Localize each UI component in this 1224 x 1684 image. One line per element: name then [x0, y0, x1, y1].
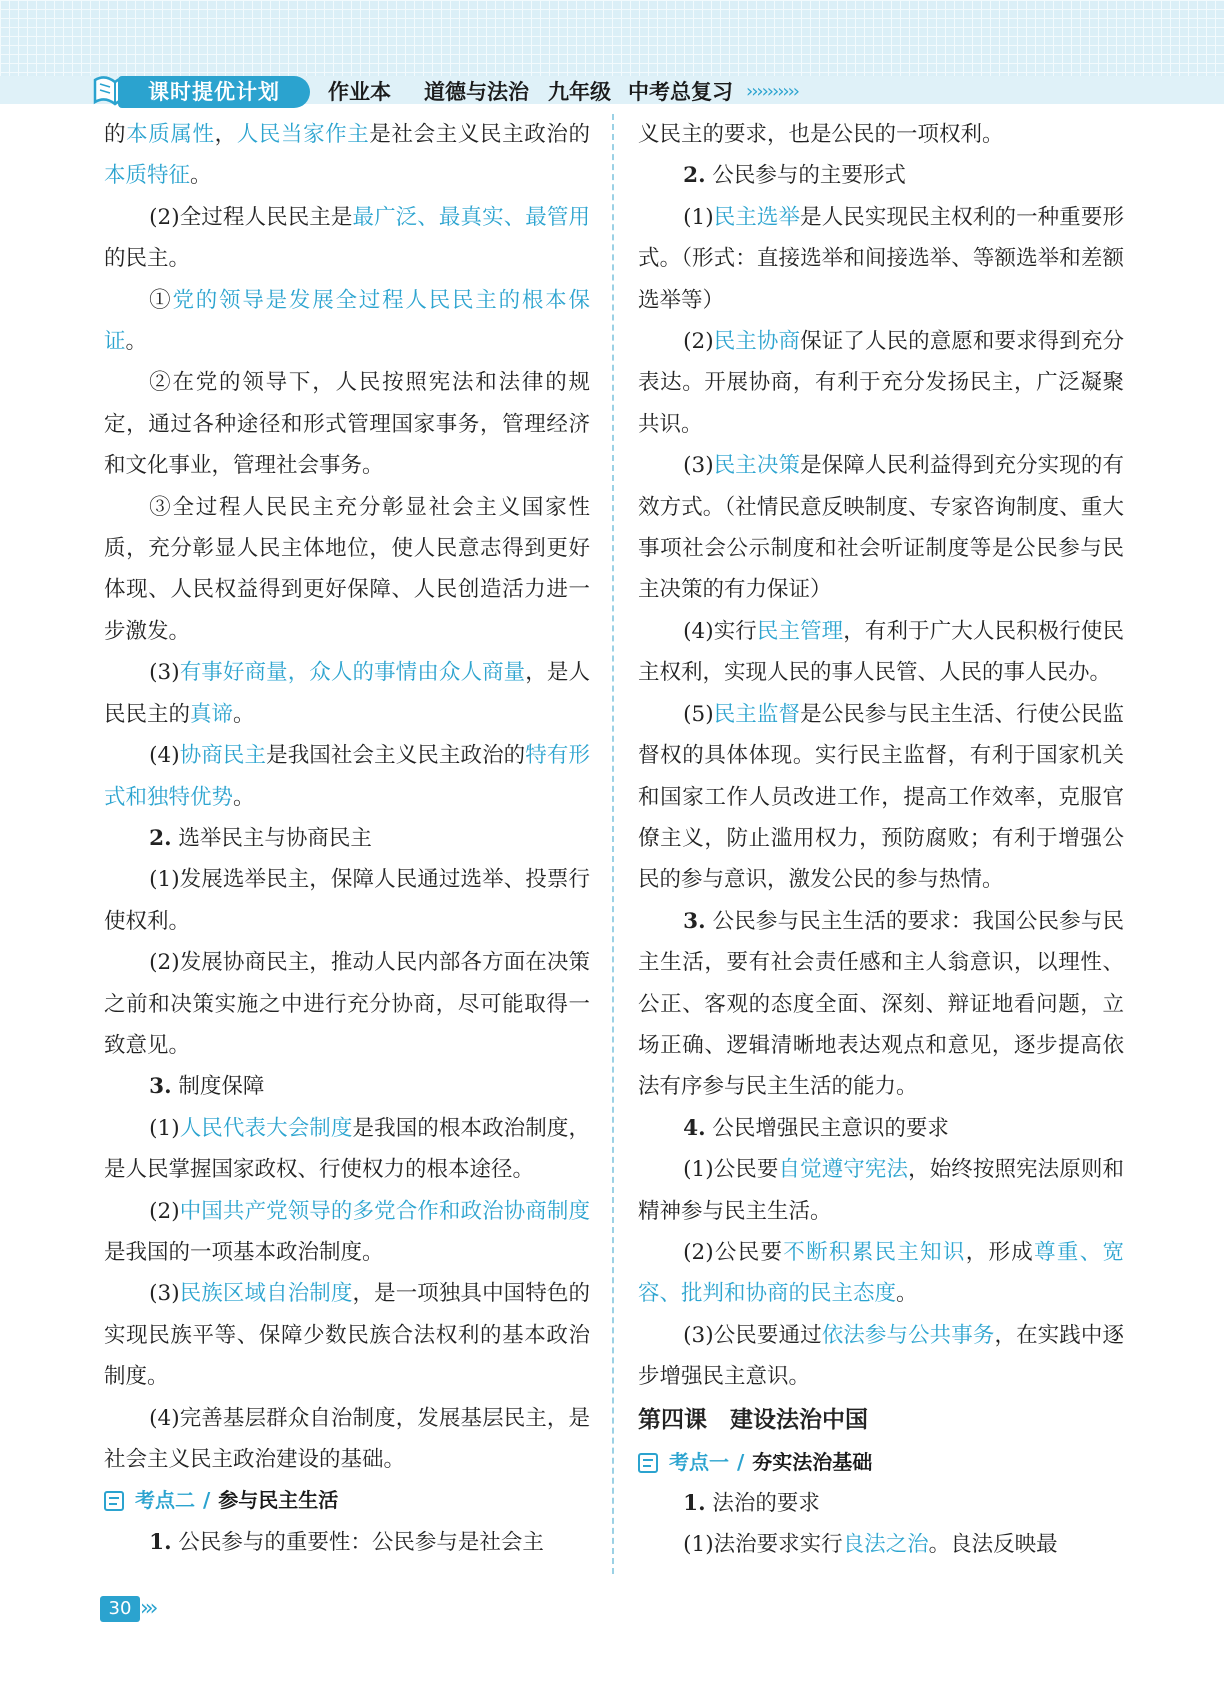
series-badge: 课时提优计划 [118, 76, 310, 108]
subheading: 4. 公民增强民主意识的要求 [683, 1115, 949, 1141]
paragraph: ③全过程人民民主充分彰显社会主义国家性质，充分彰显人民主体地位，使人民意志得到更好体现、人民权益得到更好保障、人民创造活力进一步激发。 [104, 494, 590, 644]
paragraph: (2)全过程人民民主是最广泛、最真实、最管用的民主。 [104, 204, 590, 272]
list-icon [638, 1453, 660, 1473]
left-column [104, 114, 590, 1563]
paragraph: (2)发展协商民主，推动人民内部各方面在决策之前和决策实施之中进行充分协商，尽可能取得一致意见。 [104, 950, 590, 1058]
paragraph: (4)完善基层群众自治制度，发展基层民主，是社会主义民主政治建设的基础。 [104, 1405, 590, 1472]
paragraph: ①党的领导是发展全过程人民民主的根本保证。 [104, 287, 590, 355]
paragraph: 的本质属性，人民当家作主是社会主义民主政治的本质特征。 [104, 122, 590, 189]
page-number-arrows: ››› [140, 1596, 155, 1621]
right-column [638, 114, 1124, 1566]
header-subject: 道德与法治 [424, 80, 529, 104]
paragraph: (4)实行民主管理，有利于广大人民积极行使民主权利，实现人民的事人民管、人民的事人民办。 [638, 618, 1124, 686]
subheading: 2. 选举民主与协商民主 [149, 825, 372, 851]
section-heading: 考点二 / 参与民主生活 [104, 1480, 590, 1521]
paragraph: (1)公民要自觉遵守宪法，始终按照宪法原则和精神参与民主生活。 [638, 1157, 1124, 1224]
subheading: 1. 公民参与的重要性：公民参与是社会主 [149, 1529, 544, 1555]
header-book: 作业本 [328, 80, 391, 104]
list-icon [104, 1491, 126, 1511]
paragraph: 义民主的要求，也是公民的一项权利。 [638, 122, 1004, 147]
subheading: 3. 制度保障 [149, 1074, 265, 1100]
paragraph: (2)中国共产党领导的多党合作和政治协商制度是我国的一项基本政治制度。 [104, 1198, 590, 1265]
section-heading: 考点一 / 夯实法治基础 [638, 1442, 1124, 1483]
page-number: 30 [100, 1596, 140, 1622]
subheading: 3. 公民参与民主生活的要求：我国公民参与民主生活，要有社会责任感和主人翁意识，以理性、公正、客观的态度全面、深刻、辩证地看问题，立场正确、逻辑清晰地表达观点和意见，逐步提高依法有序参与民主生活的能力。 [638, 908, 1124, 1100]
paragraph: (1)人民代表大会制度是我国的根本政治制度，是人民掌握国家政权、行使权力的根本途径。 [104, 1115, 590, 1183]
column-divider [612, 114, 614, 1574]
header-series: 中考总复习 [628, 80, 733, 104]
paragraph: (3)有事好商量，众人的事情由众人商量，是人民民主的真谛。 [104, 660, 590, 727]
paragraph: (5)民主监督是公民参与民主生活、行使公民监督权的具体体现。实行民主监督，有利于国家机关和国家工作人员改进工作，提高工作效率，克服官僚主义，防止滥用权力，预防腐败；有利于增强公民的参与意识，激发公民的参与热情。 [638, 701, 1124, 893]
paragraph: (4)协商民主是我国社会主义民主政治的特有形式和独特优势。 [104, 743, 590, 810]
paragraph: (2)民主协商保证了人民的意愿和要求得到充分表达。开展协商，有利于充分发扬民主，广泛凝聚共识。 [638, 329, 1124, 437]
paragraph: (2)公民要不断积累民主知识，形成尊重、宽容、批判和协商的民主态度。 [638, 1239, 1124, 1307]
subheading: 1. 法治的要求 [683, 1491, 820, 1516]
paragraph: ②在党的领导下，人民按照宪法和法律的规定，通过各种途径和形式管理国家事务，管理经济和文化事业，管理社会事务。 [104, 370, 590, 479]
paragraph: (1)发展选举民主，保障人民通过选举、投票行使权利。 [104, 867, 590, 934]
subheading: 2. 公民参与的主要形式 [683, 163, 906, 189]
paragraph: (1)民主选举是人民实现民主权利的一种重要形式。（形式：直接选举和间接选举、等额选举和差额选举等） [638, 204, 1124, 313]
paragraph: (1)法治要求实行良法之治。良法反映最 [683, 1532, 1058, 1558]
paragraph: (3)公民要通过依法参与公共事务，在实践中逐步增强民主意识。 [638, 1322, 1124, 1390]
paragraph: (3)民族区域自治制度，是一项独具中国特色的实现民族平等、保障少数民族合法权利的基本政治制度。 [104, 1281, 590, 1390]
header-arrows: ›››››››››› [746, 81, 798, 102]
header-grade: 九年级 [548, 80, 611, 104]
paragraph: (3)民主决策是保障人民利益得到充分实现的有效方式。（社情民意反映制度、专家咨询制度、重大事项社会公示制度和社会听证制度等是公民参与民主决策的有力保证） [638, 453, 1124, 603]
lesson-title: 第四课 建设法治中国 [638, 1406, 868, 1433]
